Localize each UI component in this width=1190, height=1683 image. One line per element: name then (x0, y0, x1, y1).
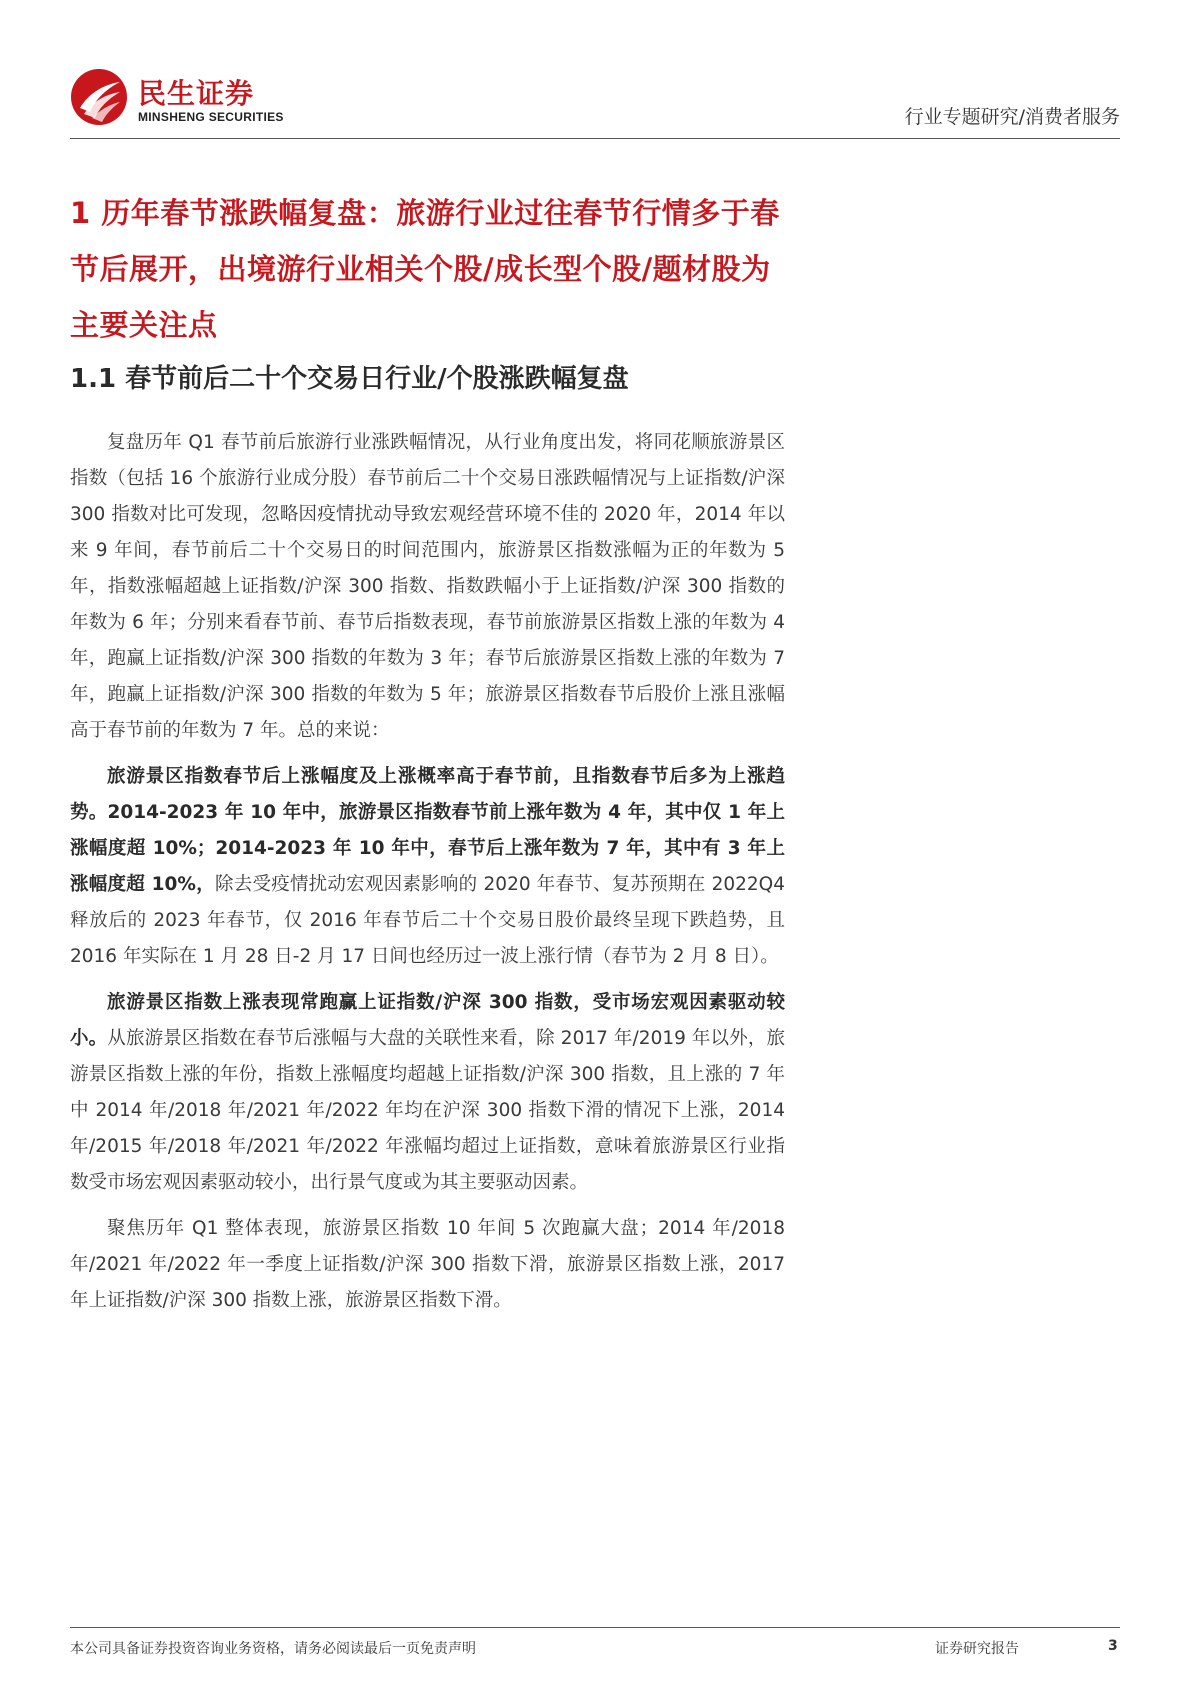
company-logo (70, 68, 310, 130)
header-divider (70, 138, 1120, 139)
paragraph-1: 复盘历年 Q1 春节前后旅游行业涨跌幅情况，从行业角度出发，将同花顺旅游景区指数（包括 16 个旅游行业成分股）春节前后二十个交易日涨跌幅情况与上证指数/沪深 300 指数对比可发现，忽略因疫情扰动导致宏观经营环境不佳的 2020 年，2014 年以来 9 年间，春节前后二十个交易日的时间范围内，旅游景区指数涨幅为正的年数为 5 年，指数涨幅超越上证指数/沪深 300 指数、指数跌幅小于上证指数/沪深 300 指数的年数为 6 年；分别来看春节前、春节后指数表现，春节前旅游景区指数上涨的年数为 4 年，跑赢上证指数/沪深 300 指数的年数为 3 年；春节后旅游景区指数上涨的年数为 7 年，跑赢上证指数/沪深 300 指数的年数为 5 年；旅游景区指数春节后股价上涨且涨幅高于春节前的年数为 7 年。总的来说： (70, 432, 785, 741)
minsheng-logo-icon (70, 68, 128, 126)
page-number: 3 (1108, 1638, 1118, 1654)
paragraph-4: 聚焦历年 Q1 整体表现，旅游景区指数 10 年间 5 次跑赢大盘；2014 年/2018 年/2021 年/2022 年一季度上证指数/沪深 300 指数下滑，旅游景区指数上涨，2017 年上证指数/沪深 300 指数上涨，旅游景区指数下滑。 (70, 1218, 785, 1311)
page-header (70, 60, 1120, 140)
footer-divider (70, 1627, 1120, 1628)
footer-disclaimer: 本公司具备证券投资咨询业务资格，请务必阅读最后一页免责声明 (70, 1641, 476, 1657)
paragraph-3-body: 从旅游景区指数在春节后涨幅与大盘的关联性来看，除 2017 年/2019 年以外，旅游景区指数上涨的年份，指数上涨幅度均超越上证指数/沪深 300 指数，且上涨的 7 年中 2014 年/2018 年/2021 年/2022 年均在沪深 300 指数下滑的情况下上涨，2014 年/2015 年/2018 年/2021 年/2022 年涨幅均超过上证指数，意味着旅游景区行业指数受市场宏观因素驱动较小，出行景气度或为其主要驱动因素。 (70, 1028, 785, 1193)
main-content (70, 185, 785, 1329)
paragraph-3 (70, 985, 785, 1201)
report-category: 行业专题研究/消费者服务 (904, 106, 1120, 128)
logo-chinese-name: 民生证券 (138, 77, 255, 110)
footer-report-type: 证券研究报告 (935, 1641, 1019, 1657)
paragraph-2-emphasis: 旅游景区指数春节后上涨幅度及上涨概率高于春节前，且指数春节后多为上涨趋势。2014-2023 年 10 年中，旅游景区指数春节前上涨年数为 4 年，其中仅 1 年上涨幅度超 10%；2014-2023 年 10 年中，春节后上涨年数为 7 年，其中有 3 年上涨幅度超 10%， (70, 766, 785, 895)
section-title: 1 历年春节涨跌幅复盘：旅游行业过往春节行情多于春节后展开，出境游行业相关个股/成长型个股/题材股为主要关注点 (70, 196, 780, 342)
paragraph-3-emphasis: 旅游景区指数上涨表现常跑赢上证指数/沪深 300 指数，受市场宏观因素驱动较小。 (70, 992, 785, 1049)
subsection-title: 1.1 春节前后二十个交易日行业/个股涨跌幅复盘 (70, 364, 629, 394)
paragraph-2 (70, 759, 785, 975)
logo-english-name: MINSHENG SECURITIES (138, 110, 284, 124)
paragraph-2-body: 除去受疫情扰动宏观因素影响的 2020 年春节、复苏预期在 2022Q4 释放后的 2023 年春节，仅 2016 年春节后二十个交易日股价最终呈现下跌趋势，且 2016 年实际在 1 月 28 日-2 月 17 日间也经历过一波上涨行情（春节为 2 月 8 日）。 (70, 874, 785, 967)
